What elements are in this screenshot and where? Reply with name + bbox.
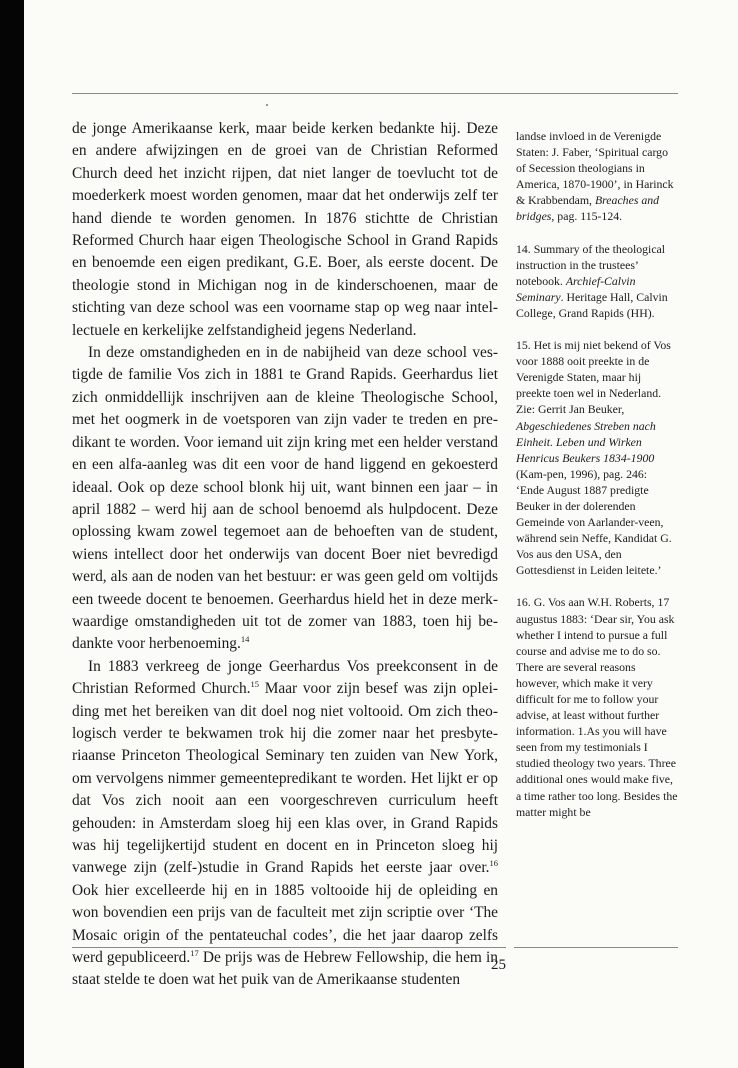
bottom-rule (72, 947, 506, 948)
paragraph-2: In deze omstandigheden en in de nabijheid van deze school ves-tigde de familie Vos zich in 1881 te Grand Rapids. Geerhardus liet zich onmiddellijk inschrijven aan de kleine Theologische School, met het oogmerk in de voetsporen van zijn vader te treden en pre-dikant te worden. Voor iemand uit zijn kring met een helder verstand en een alfa-aanleg was dit een voor de hand liggend en gekoesterd ideaal. Ook op deze school blonk hij uit, want binnen een jaar – in april 1882 – werd hij aan de school benoemd als hulpdocent. Deze oplossing kwam zowel tegemoet aan de behoeften van de student, wiens intellect door het onderwijs van docent Boer niet bevredigd werd, als aan de noden van het bestuur: er was geen geld om voltijds een tweede docent te benoemen. Geerhardus hield het in deze merk-waardige omstandigheden uit tot de zomer van 1883, toen hij be-dankte voor herbenoeming.$^{14}$ (72, 344, 498, 653)
bottom-rule-notes (514, 947, 678, 948)
footnote-continued: landse invloed in de Verenigde Staten: J. Faber, ‘Spiritual cargo of Secession theologians in America, 1870-1900’, in Harinck & Krabbendam, Breaches and bridges, pag. 115-124. (516, 129, 674, 224)
top-rule (72, 93, 678, 94)
footnote-16: 16. G. Vos aan W.H. Roberts, 17 augustus 1883: ‘Dear sir, You ask whether I intend to pursue a full course and advise me to do so. There are several reasons however, which make it very difficult for me to follow your advise, at least without further information. 1.As you will have seen from my testimonials I studied theology two years. Three additional ones would make five, a time rather too long. Besides the matter might be (516, 595, 678, 819)
scan-speck (266, 104, 268, 106)
scan-edge (0, 0, 24, 1068)
footnote-14: 14. Summary of the theological instruction in the trustees’ notebook. Archief-Calvin Seminary. Heritage Hall, Calvin College, Grand Rapids (HH). (516, 241, 668, 320)
footnote-15: 15. Het is mij niet bekend of Vos voor 1888 ooit preekte in de Verenigde Staten, maar hij preekte toen wel in Nederland. Zie: Gerrit Jan Beuker, Abgeschiedenes Streben nach Einheit. Leben und Wirken Henricus Beukers 1834-1900 (Kam-pen, 1996), pag. 246: ‘Ende August 1887 predigte Beuker in der dolerenden Gemeinde von Aarlander-veen, während sein Neffe, Kandidat G. Vos aus den USA, den Gottesdienst in Leiden leitete.’ (516, 338, 672, 578)
paragraph-3: In 1883 verkreeg de jonge Geerhardus Vos preekconsent in de Christian Reformed Church.$^{15}$ Maar voor zijn besef was zijn oplei-ding met het bereiken van dit doel nog niet voltooid. Om zich theo-logisch verder te bekwamen trok hij die zomer naar het presbyte-riaanse Princeton Theological Seminary ten zuiden van New York, om vervolgens nimmer gemeentepredikant te worden. Het lijkt er op dat Vos zich nooit aan een voorgeschreven curriculum heeft gehouden: in Amsterdam sloeg hij een klas over, in Grand Rapids was hij tegelijkertijd student en docent en in Princeton sloeg hij vanwege zijn (zelf-)studie in Grand Rapids het eerste jaar over.$^{16}$ Ook hier excelleerde hij en in 1885 voltooide hij de opleiding en won bovendien een prijs van de faculteit met zijn scriptie over ‘The Mosaic origin of the pentateuchal codes’, die het jaar daarop zelfs werd gepubliceerd.$^{17}$ De prijs was de Hebrew Fellowship, die hem in staat stelde te doen wat het puik van de Amerikaanse studenten (72, 657, 498, 989)
page-number: 25 (491, 957, 506, 973)
footnote-ref-16: 16 (489, 858, 498, 869)
footnotes-column (516, 128, 678, 836)
footnote-ref-17: 17 (190, 948, 199, 959)
main-text-column (72, 118, 498, 992)
footnote-ref-15: 15 (250, 679, 260, 690)
footnote-ref-14: 14 (240, 634, 250, 645)
paragraph-1: de jonge Amerikaanse kerk, maar beide kerken bedankte hij. Deze en andere afwijzingen en de groei van de Christian Reformed Church deed het inzicht rijpen, dat niet langer de toevlucht tot de moederkerk moest worden genomen, maar dat het onderwijs zelf ter hand diende te worden genomen. In 1876 stichtte de Christian Reformed Church haar eigen Theologische School in Grand Rapids en benoemde een eigen predikant, G.E. Boer, als eerste docent. De theologie stond in Michigan nog in de kinderschoenen, maar de stichting van deze school was een voorname stap op weg naar intel-lectuele en kerkelijke zelfstandigheid jegens Nederland. (72, 120, 498, 339)
